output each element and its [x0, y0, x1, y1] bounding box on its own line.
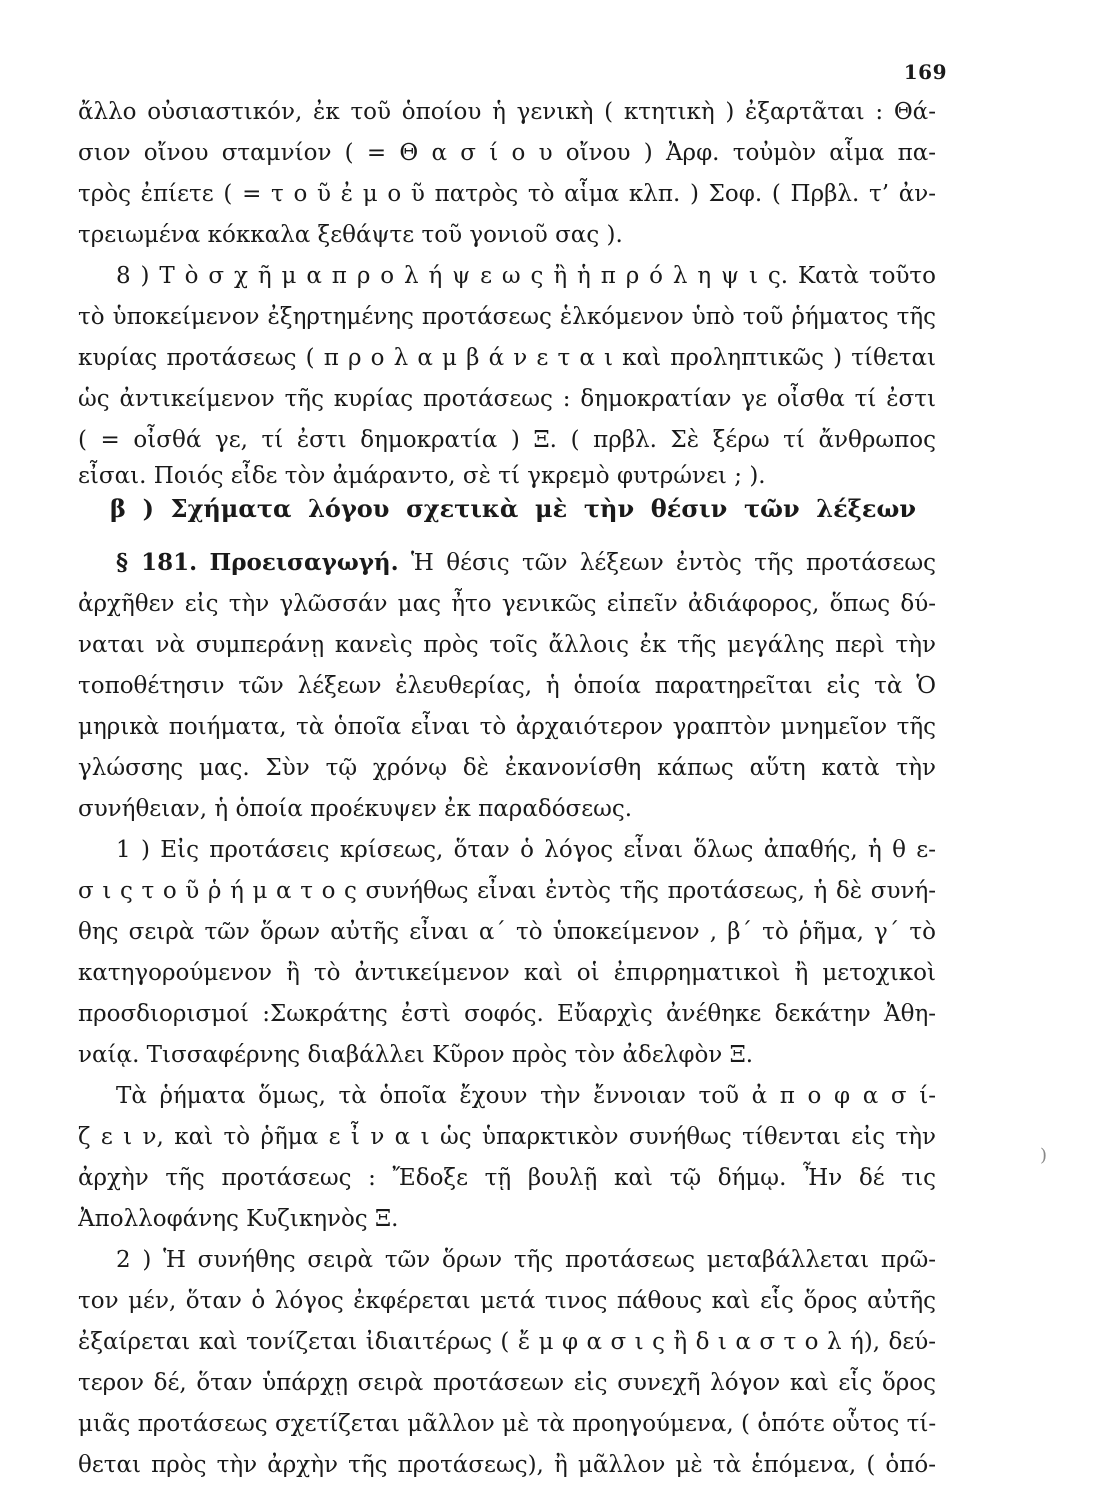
text-line: θεται πρὸς τὴν ἀρχὴν τῆς προτάσεως), ἢ μᾶλλον μὲ τὰ ἑπόμενα, ( ὁπό- — [78, 1452, 936, 1478]
text-line: γλώσσης μας. Σὺν τῷ χρόνῳ δὲ ἐκανονίσθη κάπως αὕτη κατὰ τὴν — [78, 755, 936, 781]
text-line: ναίᾳ. Τισσαφέρνης διαβάλλει Κῦρον πρὸς τὸν ἀδελφὸν Ξ. — [78, 1042, 754, 1068]
text-line: προσδιορισμοί :Σωκράτης ἐστὶ σοφός. Εὔαρχὶς ἀνέθηκε δεκάτην Ἀθη- — [78, 1001, 936, 1027]
text-line: συνήθειαν, ἡ ὁποία προέκυψεν ἐκ παραδόσεως. — [78, 796, 633, 822]
text-line: τοποθέτησιν τῶν λέξεων ἐλευθερίας, ἡ ὁποία παρατηρεῖται εἰς τὰ Ὁ — [78, 673, 936, 699]
text-line: ναται νὰ συμπεράνῃ κανεὶς πρὸς τοῖς ἄλλοις ἐκ τῆς μεγάλης περὶ τὴν — [78, 632, 936, 658]
text-line: εἶσαι. Ποιός εἶδε τὸν ἀμάραντο, σὲ τί γκρεμὸ φυτρώνει ; ). — [78, 463, 766, 489]
text-line: μιᾶς προτάσεως σχετίζεται μᾶλλον μὲ τὰ προηγούμενα, ( ὁπότε οὗτος τί- — [78, 1411, 936, 1437]
text-line: τρειωμένα κόκκαλα ξεθάψτε τοῦ γονιοῦ σας ). — [78, 222, 623, 248]
text-line: ὡς ἀντικείμενον τῆς κυρίας προτάσεως : δημοκρατίαν γε οἶσθα τί ἐστι — [78, 386, 936, 412]
text-line: κυρίας προτάσεως ( π ρ ο λ α μ β ά ν ε τ α ι καὶ προληπτικῶς ) τίθεται — [78, 345, 936, 371]
text-line: μηρικὰ ποιήματα, τὰ ὁποῖα εἶναι τὸ ἀρχαιότερον γραπτὸν μνημεῖον τῆς — [78, 714, 936, 740]
text-line: 1 ) Εἰς προτάσεις κρίσεως, ὅταν ὁ λόγος εἶναι ὅλως ἀπαθής, ἡ θ ε- — [116, 837, 936, 863]
text-line: Ἀπολλοφάνης Κυζικηνὸς Ξ. — [78, 1206, 399, 1232]
text-line: κατηγορούμενον ἢ τὸ ἀντικείμενον καὶ οἱ ἐπιρρηματικοὶ ἢ μετοχικοὶ — [78, 960, 936, 986]
section-title: Προεισαγωγή. — [209, 549, 399, 576]
text-line: ἐξαίρεται καὶ τονίζεται ἰδιαιτέρως ( ἔ μ φ α σ ι ς ἢ δ ι α σ τ ο λ ή), δεύ- — [78, 1329, 936, 1355]
section-first-line-text: Ἡ θέσις τῶν λέξεων ἐντὸς τῆς προτάσεως — [411, 550, 936, 576]
text-line: ἀρχὴν τῆς προτάσεως : Ἔδοξε τῇ βουλῇ καὶ τῷ δήμῳ. Ἦν δέ τις — [78, 1165, 936, 1191]
page-number: 169 — [903, 60, 947, 84]
text-line: Τὰ ῥήματα ὅμως, τὰ ὁποῖα ἔχουν τὴν ἔννοιαν τοῦ ἀ π ο φ α σ ί- — [116, 1083, 936, 1109]
text-line: 2 ) Ἡ συνήθης σειρὰ τῶν ὅρων τῆς προτάσεως μεταβάλλεται πρῶ- — [116, 1247, 936, 1273]
text-line: 8 ) Τ ὸ σ χ ῆ μ α π ρ ο λ ή ψ ε ω ς ἢ ἡ π ρ ό λ η ψ ι ς. Κατὰ τοῦτο — [116, 263, 936, 289]
text-line: τρὸς ἐπίετε ( = τ ο ῦ ἐ μ ο ῦ πατρὸς τὸ αἷμα κλπ. ) Σοφ. ( Πρβλ. τ’ ἀν- — [78, 181, 936, 207]
text-line: τον μέν, ὅταν ὁ λόγος ἐκφέρεται μετά τινος πάθους καὶ εἷς ὅρος αὐτῆς — [78, 1288, 936, 1314]
text-line: θης σειρὰ τῶν ὅρων αὐτῆς εἶναι α΄ τὸ ὑποκείμενον , β΄ τὸ ῥῆμα, γ΄ τὸ — [78, 919, 936, 945]
text-line: τερον δέ, ὅταν ὑπάρχῃ σειρὰ προτάσεων εἰς συνεχῆ λόγον καὶ εἷς ὅρος — [78, 1370, 936, 1396]
text-line: ἄλλο οὐσιαστικόν, ἐκ τοῦ ὁποίου ἡ γενικὴ ( κτητικὴ ) ἐξαρτᾶται : Θά- — [78, 99, 936, 125]
section-heading: β ) Σχήματα λόγου σχετικὰ μὲ τὴν θέσιν τῶν λέξεων — [110, 494, 916, 523]
section-181-first-line — [116, 546, 936, 580]
text-line: ἀρχῆθεν εἰς τὴν γλῶσσάν μας ἦτο γενικῶς εἰπεῖν ἀδιάφορος, ὅπως δύ- — [78, 591, 936, 617]
text-line: σ ι ς τ ο ῦ ῥ ή μ α τ ο ς συνήθως εἶναι ἐντὸς τῆς προτάσεως, ἡ δὲ συνή- — [78, 878, 936, 904]
margin-mark: ) — [1040, 1145, 1048, 1166]
text-line: τὸ ὑποκείμενον ἐξηρτημένης προτάσεως ἑλκόμενον ὑπὸ τοῦ ῥήματος τῆς — [78, 304, 936, 330]
text-line: ζ ε ι ν, καὶ τὸ ῥῆμα ε ἶ ν α ι ὡς ὑπαρκτικὸν συνήθως τίθενται εἰς τὴν — [78, 1124, 936, 1150]
text-line: ( = οἶσθά γε, τί ἐστι δημοκρατία ) Ξ. ( πρβλ. Σὲ ξέρω τί ἄνθρωπος — [78, 427, 936, 453]
section-number: § 181. — [116, 549, 198, 576]
text-line: σιον οἴνου σταμνίον ( = Θ α σ ί ο υ οἴνου ) Ἀρφ. τοὐμὸν αἷμα πα- — [78, 140, 936, 166]
